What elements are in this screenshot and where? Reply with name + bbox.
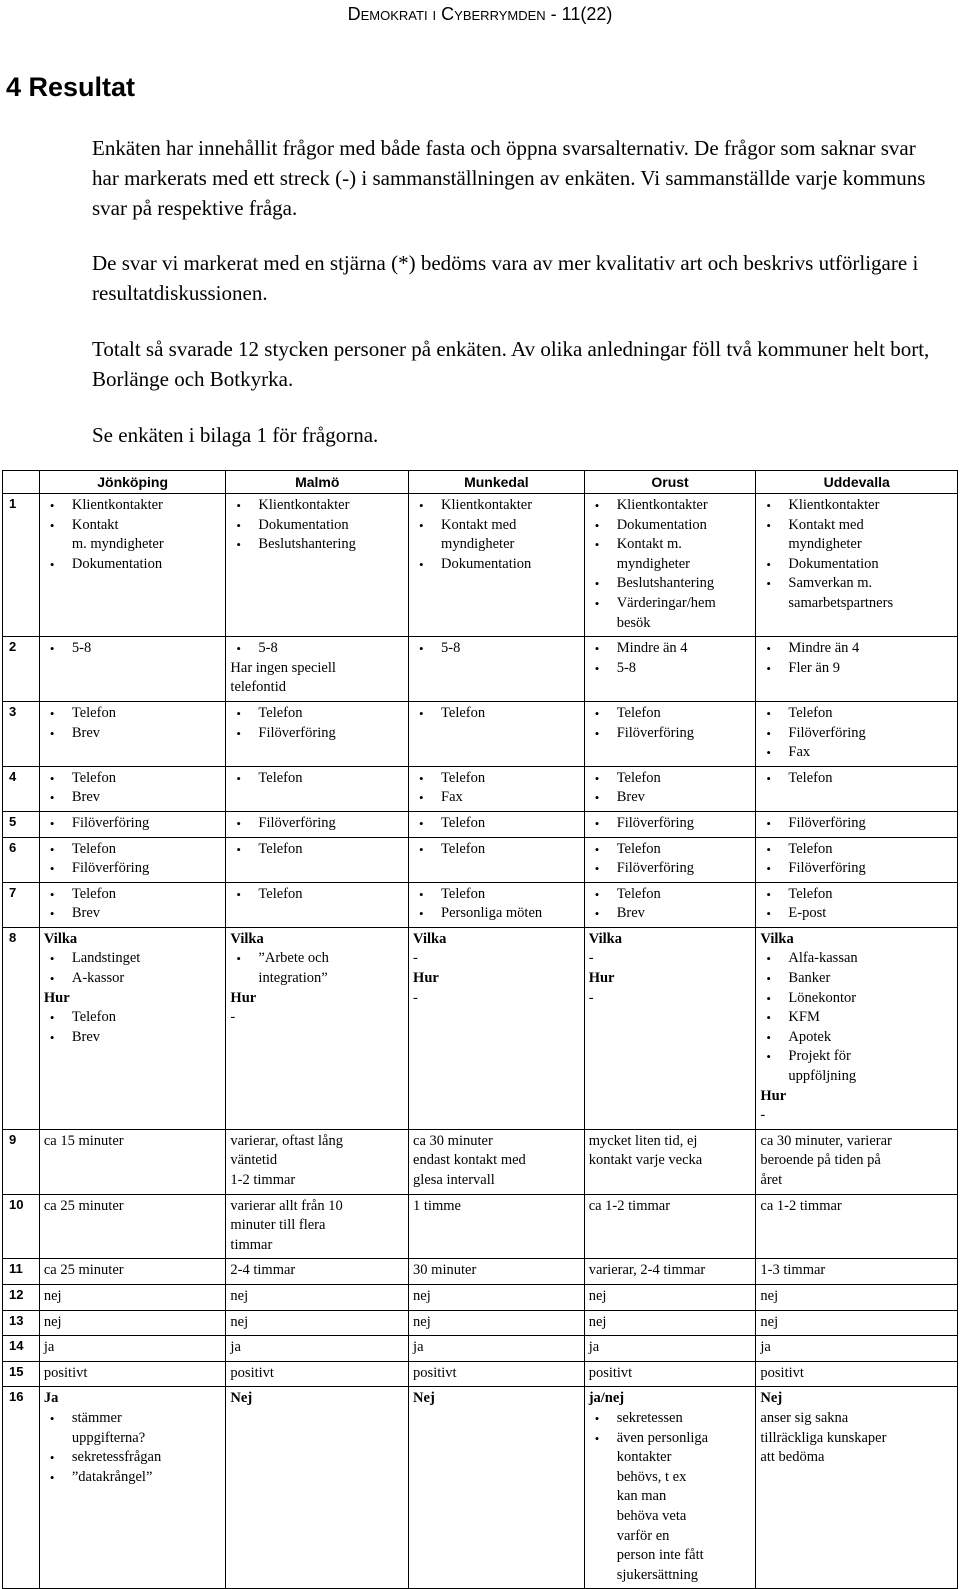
answer-heading: ja/nej [588, 1390, 625, 1407]
answer-cell-orust [584, 1361, 756, 1387]
bullet-item: • Brev [589, 788, 752, 808]
answer-cell-munkedal [409, 701, 585, 766]
bullet-item: • Filöverföring [760, 859, 953, 879]
answer-cell-jonkoping [39, 811, 226, 837]
answer-cell-orust [584, 1129, 756, 1194]
bullet-item: • Telefon [760, 769, 953, 789]
answer-heading: Vilka [760, 930, 794, 947]
answer-text: endast kontakt med [413, 1152, 526, 1169]
answer-text: behövs, t ex [616, 1468, 687, 1485]
bullet-item: • Dokumentation [413, 555, 580, 575]
header-munkedal: Munkedal [409, 471, 585, 494]
answer-cell-uddevalla [756, 701, 958, 766]
answer-cell-orust [584, 494, 756, 637]
bullet-item: • Telefon [44, 704, 222, 724]
answer-text: - [230, 1009, 236, 1026]
answer-text: 1-3 timmar [760, 1262, 826, 1279]
answer-text: positivt [588, 1364, 633, 1381]
answer-cell-uddevalla [756, 1310, 958, 1336]
bullet-item: • Telefon [589, 704, 752, 724]
answer-text: positivt [230, 1364, 274, 1381]
table-row [3, 1284, 958, 1310]
answer-heading: Vilka [230, 930, 264, 947]
bullet-item: • Brev [44, 904, 222, 924]
table-row [3, 494, 958, 637]
bullet-item: • Telefon [760, 885, 953, 905]
answer-text: nej [413, 1313, 431, 1330]
paragraph-intro: Enkäten har innehållit frågor med både fasta och öppna svarsalternativ. De frågor som saknar svar har markerats med ett streck (-) i sammanställningen av enkäten. Vi sammanställde varje kommuns svar på respektive fråga. [92, 136, 926, 220]
table-header-row [3, 471, 958, 494]
answer-cell-munkedal [409, 494, 585, 637]
answer-heading: Vilka [43, 930, 78, 947]
bullet-item: • Filöverföring [589, 724, 752, 744]
answer-text: ca 1-2 timmar [588, 1197, 671, 1214]
answer-text: myndigheter [616, 555, 690, 572]
bullet-item: • Telefon [589, 769, 752, 789]
answer-text: ca 30 minuter [413, 1132, 493, 1149]
answer-cell-munkedal [409, 637, 585, 702]
answer-text: integration” [258, 970, 328, 987]
answer-heading: Hur [760, 1087, 787, 1104]
answer-cell-jonkoping [39, 1387, 226, 1589]
answer-cell-munkedal [409, 927, 585, 1129]
bullet-item: • Filöverföring [589, 859, 752, 879]
bullet-item: • Telefon [589, 885, 752, 905]
section-heading: 4 Resultat [6, 72, 136, 102]
answer-cell-malmo [226, 811, 409, 837]
bullet-item: • Mindre än 4 [589, 639, 752, 659]
answer-text: m. myndigheter [71, 536, 164, 553]
bullet-item: • Brev [44, 1028, 222, 1048]
answer-text: varför en [616, 1527, 670, 1544]
answer-cell-orust [584, 766, 756, 811]
answer-cell-malmo [226, 1310, 409, 1336]
answer-cell-orust [584, 811, 756, 837]
answer-text: varierar, oftast lång [230, 1132, 343, 1149]
question-number: 8 [3, 927, 40, 1129]
bullet-item: • Brev [44, 724, 222, 744]
bullet-item: • Samverkan m. [760, 574, 953, 594]
answer-cell-munkedal [409, 837, 585, 882]
bullet-item: • Filöverföring [760, 724, 953, 744]
answer-heading: Hur [230, 989, 257, 1006]
answer-text: positivt [43, 1364, 88, 1381]
question-number: 4 [3, 766, 40, 811]
bullet-item: • 5-8 [589, 659, 752, 679]
paragraph-appendix: Se enkäten i bilaga 1 för frågorna. [92, 423, 379, 447]
answer-cell-uddevalla [756, 1129, 958, 1194]
answer-cell-orust [584, 927, 756, 1129]
answer-text: glesa intervall [413, 1172, 495, 1188]
answer-text: sjukersättning [616, 1566, 699, 1583]
answer-cell-malmo [226, 927, 409, 1129]
answer-text: nej [43, 1313, 62, 1330]
question-number: 11 [3, 1259, 40, 1285]
paragraph-star-note: De svar vi markerat med en stjärna (*) bedöms vara av mer kvalitativ art och beskrivs utförligare i resultatdiskussionen. [92, 251, 919, 305]
answer-text: nej [230, 1313, 249, 1330]
table-row [3, 1194, 958, 1259]
bullet-item: • A-kassor [44, 969, 222, 989]
bullet-item: • E-post [760, 904, 953, 924]
bullet-item: • Banker [760, 969, 953, 989]
answer-text: behöva veta [616, 1507, 687, 1524]
question-number: 10 [3, 1194, 40, 1259]
answer-cell-malmo [226, 837, 409, 882]
bullet-item: • Telefon [413, 885, 580, 905]
answer-cell-munkedal [409, 1129, 585, 1194]
bullet-item: • Mindre än 4 [760, 639, 953, 659]
answer-text: ja [760, 1339, 771, 1356]
answer-cell-munkedal [409, 1336, 585, 1362]
answer-text: ja [588, 1339, 600, 1356]
answer-text: nej [760, 1287, 779, 1304]
bullet-item: • sekretessen [589, 1409, 752, 1429]
answer-heading: Ja [43, 1390, 59, 1407]
answer-text: varierar, 2-4 timmar [588, 1262, 706, 1279]
answer-text: ca 30 minuter, varierar [760, 1132, 892, 1149]
table-row [3, 1129, 958, 1194]
answer-cell-munkedal [409, 1259, 585, 1285]
answer-text: positivt [413, 1364, 457, 1381]
bullet-item: • Kontakt med [760, 516, 953, 536]
answer-text: nej [230, 1287, 249, 1304]
answer-cell-malmo [226, 1129, 409, 1194]
header-num [3, 471, 40, 494]
bullet-item: • Landstinget [44, 949, 222, 969]
answer-text: nej [588, 1313, 607, 1330]
answer-text: året [760, 1172, 783, 1188]
answer-text: 1 timme [413, 1197, 461, 1214]
bullet-item: • Telefon [44, 885, 222, 905]
answer-cell-malmo [226, 701, 409, 766]
answer-cell-uddevalla [756, 766, 958, 811]
bullet-item: • Dokumentation [230, 516, 404, 536]
bullet-item: • Fax [413, 788, 580, 808]
answer-text: ja [230, 1339, 241, 1356]
bullet-item: • Värderingar/hem [589, 594, 752, 614]
answer-cell-malmo [226, 1336, 409, 1362]
table-row [3, 882, 958, 927]
question-number: 7 [3, 882, 40, 927]
answer-cell-malmo [226, 1361, 409, 1387]
answer-text: anser sig sakna [760, 1409, 849, 1426]
answer-cell-jonkoping [39, 1361, 226, 1387]
question-number: 16 [3, 1387, 40, 1589]
table-row [3, 1310, 958, 1336]
answer-text: besök [616, 614, 651, 631]
answer-cell-uddevalla [756, 811, 958, 837]
answer-text: kontakter [616, 1449, 672, 1466]
table-row [3, 1259, 958, 1285]
question-number: 2 [3, 637, 40, 702]
answer-cell-jonkoping [39, 1310, 226, 1336]
answer-text: nej [588, 1287, 607, 1304]
answer-cell-orust [584, 1259, 756, 1285]
bullet-item: • Kontakt [44, 516, 222, 536]
answer-cell-jonkoping [39, 766, 226, 811]
answer-cell-malmo [226, 1284, 409, 1310]
bullet-item: • sekretessfrågan [44, 1448, 222, 1468]
bullet-item: • ”datakrångel” [44, 1468, 222, 1488]
answer-text: - [588, 989, 594, 1006]
bullet-item: • Dokumentation [760, 555, 953, 575]
answer-text: 1-2 timmar [230, 1172, 296, 1188]
header-malmo: Malmö [226, 471, 409, 494]
bullet-item: • Telefon [413, 840, 580, 860]
bullet-item: • Lönekontor [760, 989, 953, 1009]
bullet-item: • även personliga [589, 1429, 752, 1449]
answer-cell-munkedal [409, 1361, 585, 1387]
bullet-item: • stämmer [44, 1409, 222, 1429]
question-number: 9 [3, 1129, 40, 1194]
table-row [3, 927, 958, 1129]
question-number: 1 [3, 494, 40, 637]
bullet-item: • Alfa-kassan [760, 949, 953, 969]
bullet-item: • Telefon [760, 840, 953, 860]
bullet-item: • Dokumentation [589, 516, 752, 536]
answer-cell-malmo [226, 882, 409, 927]
answer-heading: Hur [413, 970, 439, 987]
question-number: 14 [3, 1336, 40, 1362]
answer-text: positivt [760, 1364, 804, 1381]
answer-cell-munkedal [409, 882, 585, 927]
answer-text: ja [43, 1339, 55, 1356]
bullet-item: • Telefon [44, 840, 222, 860]
results-table [2, 470, 958, 1589]
answer-text: 2-4 timmar [230, 1262, 296, 1279]
answer-cell-uddevalla [756, 1259, 958, 1285]
answer-cell-uddevalla [756, 837, 958, 882]
bullet-item: • Telefon [230, 704, 404, 724]
answer-cell-uddevalla [756, 882, 958, 927]
answer-cell-malmo [226, 494, 409, 637]
bullet-item: • Klientkontakter [760, 496, 953, 516]
table-row [3, 1361, 958, 1387]
bullet-item: • Telefon [230, 840, 404, 860]
question-number: 12 [3, 1284, 40, 1310]
answer-cell-malmo [226, 766, 409, 811]
bullet-item: • Brev [589, 904, 752, 924]
answer-cell-jonkoping [39, 1259, 226, 1285]
answer-text: ca 15 minuter [43, 1132, 124, 1149]
bullet-item: • Filöverföring [44, 814, 222, 834]
bullet-item: • Fler än 9 [760, 659, 953, 679]
bullet-item: • Kontakt m. [589, 535, 752, 555]
bullet-item: • 5-8 [230, 639, 404, 659]
answer-text: tillräckliga kunskaper [760, 1429, 887, 1446]
answer-cell-orust [584, 701, 756, 766]
answer-cell-uddevalla [756, 637, 958, 702]
answer-cell-orust [584, 1194, 756, 1259]
answer-text: 30 minuter [413, 1262, 477, 1279]
bullet-item: • Telefon [44, 1008, 222, 1028]
table-row [3, 1336, 958, 1362]
bullet-item: • Telefon [589, 840, 752, 860]
answer-cell-uddevalla [756, 1284, 958, 1310]
bullet-item: • Filöverföring [589, 814, 752, 834]
table-row [3, 766, 958, 811]
answer-text: väntetid [230, 1152, 278, 1169]
answer-cell-jonkoping [39, 927, 226, 1129]
answer-cell-orust [584, 837, 756, 882]
answer-heading: Nej [413, 1390, 435, 1407]
answer-text: beroende på tiden på [760, 1152, 881, 1169]
answer-text: - [413, 989, 418, 1006]
question-number: 15 [3, 1361, 40, 1387]
answer-cell-jonkoping [39, 494, 226, 637]
answer-cell-jonkoping [39, 637, 226, 702]
bullet-item: • Klientkontakter [589, 496, 752, 516]
table-row [3, 1387, 958, 1589]
bullet-item: • Filöverföring [44, 859, 222, 879]
bullet-item: • Beslutshantering [230, 535, 404, 555]
answer-cell-jonkoping [39, 882, 226, 927]
answer-heading: Vilka [588, 930, 622, 947]
answer-text: nej [413, 1287, 431, 1304]
answer-cell-jonkoping [39, 1336, 226, 1362]
answer-cell-uddevalla [756, 1194, 958, 1259]
answer-heading: Nej [760, 1390, 783, 1407]
bullet-item: • Telefon [413, 769, 580, 789]
question-number: 5 [3, 811, 40, 837]
answer-cell-uddevalla [756, 1387, 958, 1589]
answer-text: - [413, 950, 418, 967]
answer-heading: Vilka [413, 930, 447, 947]
question-number: 3 [3, 701, 40, 766]
answer-text: uppgifterna? [71, 1429, 146, 1446]
bullet-item: • Fax [760, 743, 953, 763]
answer-text: minuter till flera [230, 1217, 326, 1234]
answer-cell-jonkoping [39, 837, 226, 882]
bullet-item: • Telefon [230, 769, 404, 789]
answer-text: - [760, 1107, 766, 1124]
header-uddevalla: Uddevalla [756, 471, 958, 494]
answer-cell-jonkoping [39, 1129, 226, 1194]
bullet-item: • Telefon [44, 769, 222, 789]
answer-cell-uddevalla [756, 1361, 958, 1387]
answer-text: samarbetspartners [788, 594, 894, 611]
answer-cell-munkedal [409, 1284, 585, 1310]
bullet-item: • Beslutshantering [589, 574, 752, 594]
bullet-item: • 5-8 [413, 639, 580, 659]
answer-cell-uddevalla [756, 1336, 958, 1362]
answer-heading: Nej [230, 1390, 253, 1407]
answer-cell-orust [584, 882, 756, 927]
bullet-item: • Brev [44, 788, 222, 808]
bullet-item: • Telefon [760, 704, 953, 724]
question-number: 6 [3, 837, 40, 882]
answer-text: ca 25 minuter [43, 1197, 124, 1214]
bullet-item: • Kontakt med [413, 516, 580, 536]
answer-cell-munkedal [409, 766, 585, 811]
answer-cell-orust [584, 1310, 756, 1336]
answer-cell-jonkoping [39, 701, 226, 766]
answer-heading: Hur [43, 989, 70, 1006]
answer-cell-malmo [226, 1259, 409, 1285]
bullet-item: • Klientkontakter [230, 496, 404, 516]
answer-cell-orust [584, 1336, 756, 1362]
answer-text: ca 1-2 timmar [760, 1197, 842, 1214]
answer-cell-uddevalla [756, 927, 958, 1129]
bullet-item: • Klientkontakter [413, 496, 580, 516]
page-header: Demokrati i Cyberrymden - 11(22) [347, 4, 613, 24]
answer-cell-malmo [226, 637, 409, 702]
bullet-item: • Telefon [413, 704, 580, 724]
answer-text: Har ingen speciell [230, 659, 336, 676]
table-row [3, 637, 958, 702]
bullet-item: • Klientkontakter [44, 496, 222, 516]
answer-cell-malmo [226, 1194, 409, 1259]
paragraph-respondents: Totalt så svarade 12 stycken personer på enkäten. Av olika anledningar föll två kommuner helt bort, Borlänge och Botkyrka. [92, 337, 930, 391]
header-jonkoping: Jönköping [39, 471, 226, 494]
answer-text: varierar allt från 10 [230, 1197, 343, 1214]
bullet-item: • Filöverföring [230, 724, 404, 744]
bullet-item: • Telefon [230, 885, 404, 905]
answer-cell-munkedal [409, 1387, 585, 1589]
answer-heading: Hur [588, 970, 615, 987]
bullet-item: • Personliga möten [413, 904, 580, 924]
answer-text: person inte fått [616, 1547, 704, 1564]
question-number: 13 [3, 1310, 40, 1336]
answer-text: myndigheter [441, 536, 515, 553]
answer-cell-munkedal [409, 1194, 585, 1259]
answer-text: att bedöma [760, 1449, 825, 1466]
answer-text: nej [760, 1313, 779, 1330]
answer-cell-jonkoping [39, 1284, 226, 1310]
table-row [3, 701, 958, 766]
answer-text: - [588, 950, 594, 967]
table-row [3, 811, 958, 837]
answer-cell-malmo [226, 1387, 409, 1589]
bullet-item: • KFM [760, 1008, 953, 1028]
answer-text: telefontid [230, 679, 286, 696]
answer-text: myndigheter [788, 536, 862, 553]
answer-text: uppföljning [788, 1068, 857, 1085]
bullet-item: • Apotek [760, 1028, 953, 1048]
bullet-item: • 5-8 [44, 639, 222, 659]
bullet-item: • Filöverföring [230, 814, 404, 834]
answer-text: timmar [230, 1236, 273, 1253]
answer-cell-orust [584, 1284, 756, 1310]
answer-text: nej [43, 1287, 62, 1304]
answer-cell-orust [584, 637, 756, 702]
answer-text: ja [413, 1339, 424, 1356]
answer-text: kontakt varje vecka [588, 1152, 703, 1169]
bullet-item: • Dokumentation [44, 555, 222, 575]
answer-text: kan man [616, 1488, 667, 1505]
answer-text: ca 25 minuter [43, 1262, 124, 1279]
answer-cell-uddevalla [756, 494, 958, 637]
answer-cell-munkedal [409, 811, 585, 837]
answer-cell-munkedal [409, 1310, 585, 1336]
header-orust: Orust [584, 471, 756, 494]
bullet-item: • Filöverföring [760, 814, 953, 834]
answer-text: mycket liten tid, ej [588, 1132, 698, 1149]
bullet-item: • Projekt för [760, 1047, 953, 1067]
table-row [3, 837, 958, 882]
bullet-item: • Telefon [413, 814, 580, 834]
answer-cell-orust [584, 1387, 756, 1589]
bullet-item: • ”Arbete och [230, 949, 404, 969]
answer-cell-jonkoping [39, 1194, 226, 1259]
